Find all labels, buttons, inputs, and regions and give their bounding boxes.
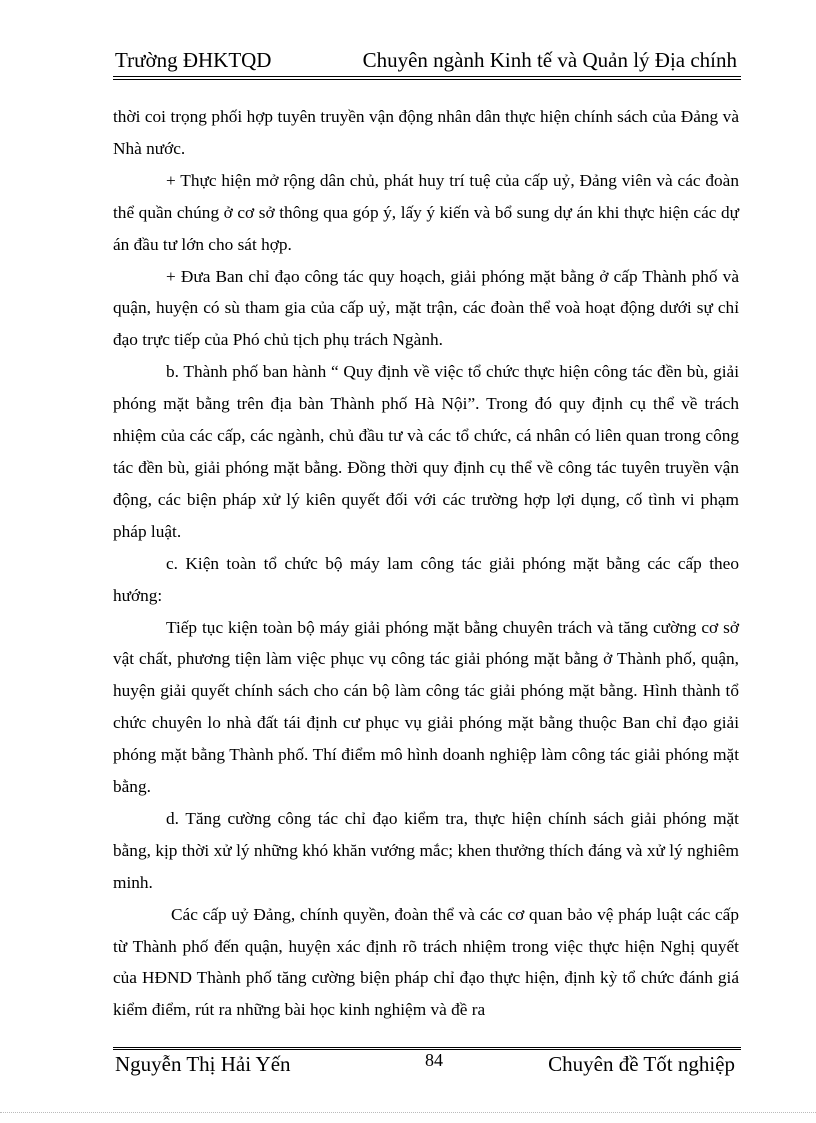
- paragraph: + Đưa Ban chỉ đạo công tác quy hoạch, giải phóng mặt bằng ở cấp Thành phố và quận, huyện có sù tham gia của cấp uỷ, mặt trận, các đoàn thể voà hoạt động dưới sự chỉ đạo trực tiếp của Phó chủ tịch phụ trách Ngành.: [113, 266, 739, 350]
- header-major-name: Chuyên ngành Kinh tế và Quản lý Địa chính: [362, 48, 737, 72]
- paragraph: Tiếp tục kiện toàn bộ máy giải phóng mặt bằng chuyên trách và tăng cường cơ sở vật chất, phương tiện làm việc phục vụ công tác giải phóng mặt bằng ở Thành phố, quận, huyện giải quyết chính sách cho cán bộ làm công tác giải phóng mặt bằng. Hình thành tổ chức chuyên lo nhà đất tái định cư phục vụ giải phóng mặt bằng thuộc Ban chỉ đạo giải phóng mặt bằng Thành phố. Thí điểm mô hình doanh nghiệp làm công tác giải phóng mặt bằng.: [113, 617, 739, 797]
- page-footer: [113, 1050, 741, 1080]
- page-header: [113, 46, 741, 76]
- header-rule: [113, 76, 741, 80]
- paragraph: d. Tăng cường công tác chỉ đạo kiểm tra, thực hiện chính sách giải phóng mặt bằng, kịp thời xử lý những khó khăn vướng mắc; khen thưởng thích đáng và xử lý nghiêm minh.: [113, 808, 739, 892]
- page-bottom-border: [0, 1112, 816, 1113]
- paragraph: + Thực hiện mở rộng dân chủ, phát huy trí tuệ của cấp uỷ, Đảng viên và các đoàn thể quần chúng ở cơ sở thông qua góp ý, lấy ý kiến và bổ sung dự án khi thực hiện các dự án đầu tư lớn cho sát hợp.: [113, 170, 739, 254]
- footer-doc-type: Chuyên đề Tốt nghiệp: [548, 1052, 735, 1076]
- page-number: 84: [425, 1050, 443, 1070]
- header-school-name: Trường ĐHKTQD: [115, 48, 272, 72]
- document-body: [113, 101, 739, 1026]
- paragraph: Các cấp uỷ Đảng, chính quyền, đoàn thể và các cơ quan bảo vệ pháp luật các cấp từ Thành phố đến quận, huyện xác định rõ trách nhiệm trong việc thực hiện Nghị quyết của HĐND Thành phố tăng cường biện pháp chỉ đạo thực hiện, định kỳ tổ chức đánh giá kiểm điểm, rút ra những bài học kinh nghiệm và đề ra: [113, 904, 739, 1020]
- paragraph: c. Kiện toàn tổ chức bộ máy lam công tác giải phóng mặt bằng các cấp theo hướng:: [113, 553, 739, 605]
- paragraph: b. Thành phố ban hành “ Quy định về việc tổ chức thực hiện công tác đền bù, giải phóng mặt bằng trên địa bàn Thành phố Hà Nội”. Trong đó quy định cụ thể về trách nhiệm của các cấp, các ngành, chủ đầu tư và các tổ chức, cá nhân có liên quan trong công tác đền bù, giải phóng mặt bằng. Đồng thời quy định cụ thể về công tác tuyên truyền vận động, các biện pháp xử lý kiên quyết đối với các trường hợp lợi dụng, cố tình vi phạm pháp luật.: [113, 362, 739, 541]
- footer-author: Nguyễn Thị Hải Yến: [115, 1052, 291, 1076]
- paragraph: thời coi trọng phối hợp tuyên truyền vận động nhân dân thực hiện chính sách của Đảng và Nhà nước.: [113, 107, 739, 158]
